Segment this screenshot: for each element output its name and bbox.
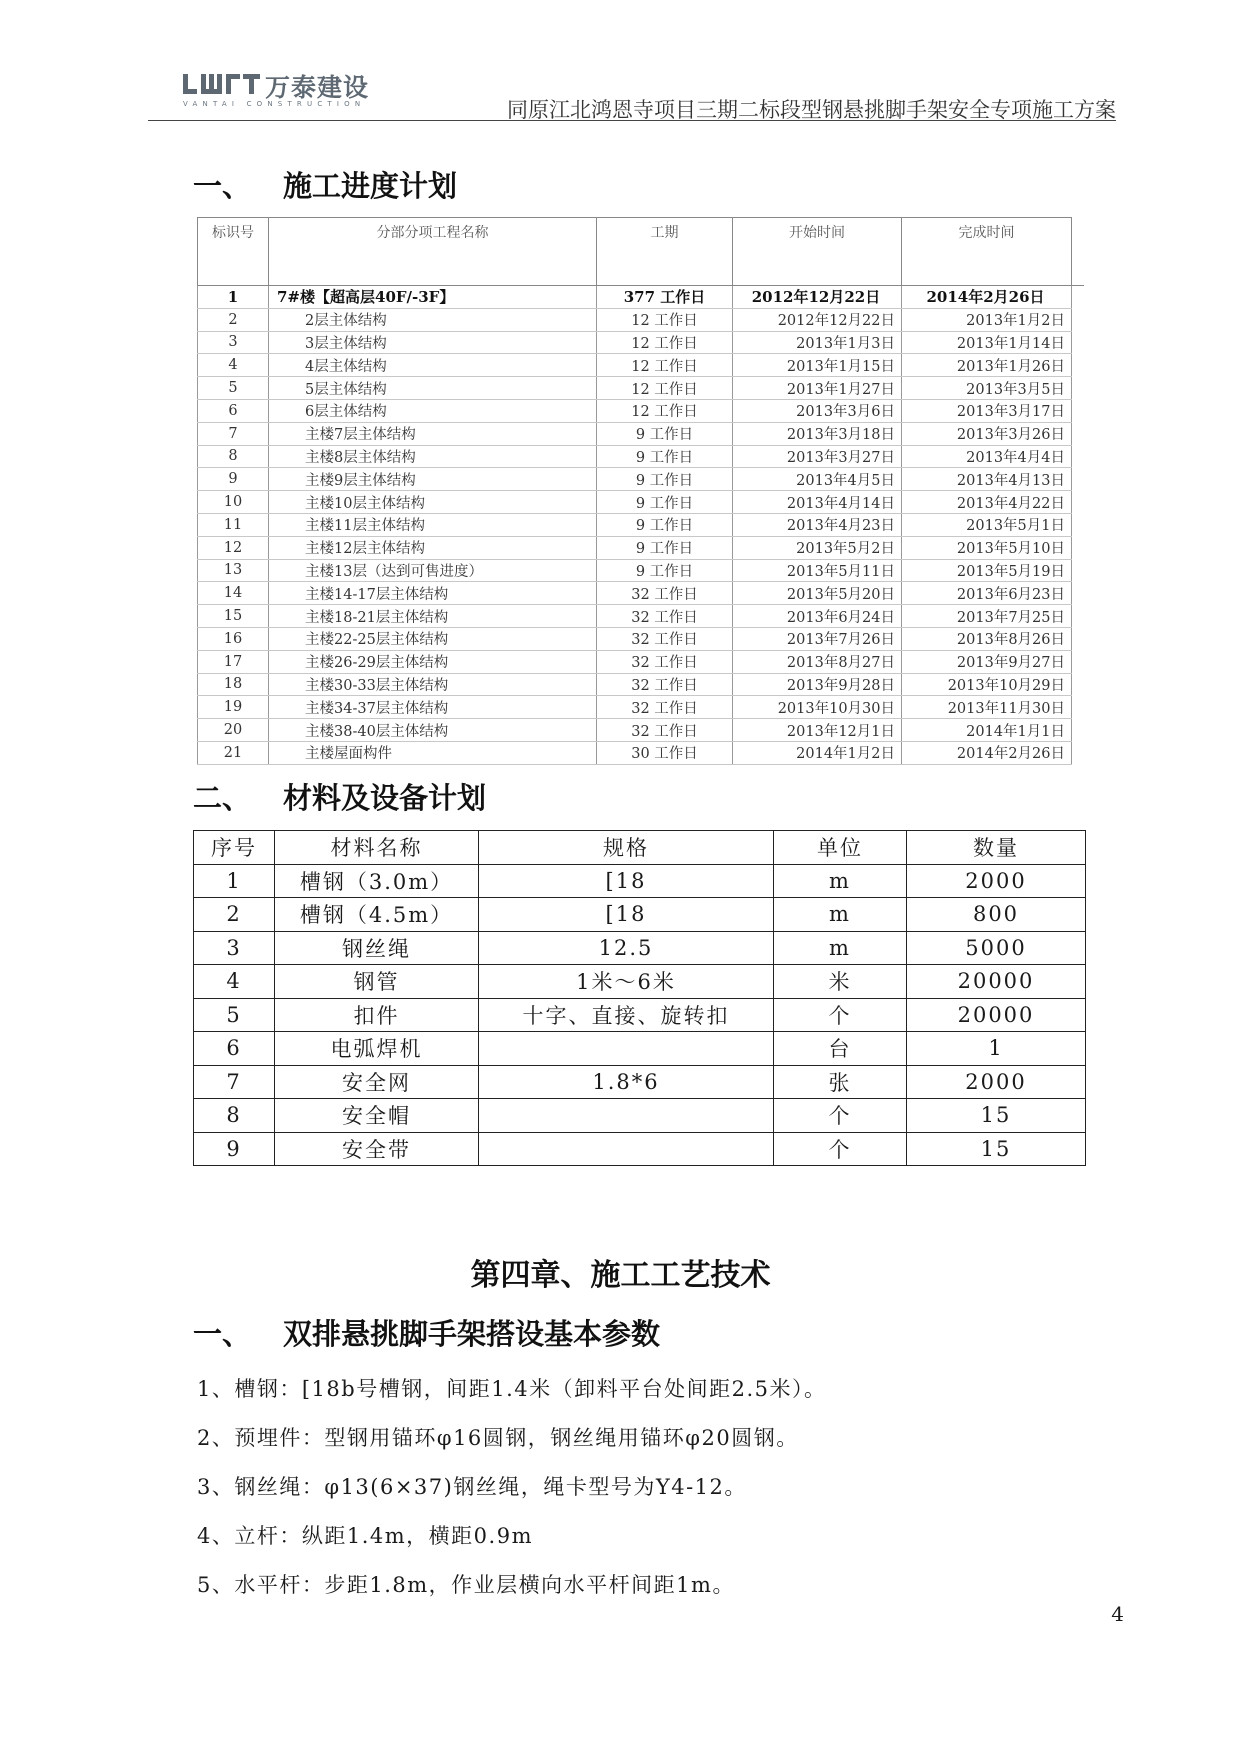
cell-duration: 9 工作日 bbox=[597, 536, 733, 559]
cell-start: 2012年12月22日 bbox=[733, 308, 902, 331]
cell-id: 21 bbox=[198, 741, 269, 764]
cell-duration: 32 工作日 bbox=[597, 673, 733, 696]
cell-unit: m bbox=[774, 898, 907, 932]
cell-start: 2013年12月1日 bbox=[733, 719, 902, 742]
cell-no: 7 bbox=[194, 1065, 275, 1099]
cell-start: 2013年9月28日 bbox=[733, 673, 902, 696]
cell-duration: 32 工作日 bbox=[597, 719, 733, 742]
logo-text: 万泰建设 bbox=[265, 73, 370, 102]
cell-id: 10 bbox=[198, 491, 269, 514]
table-row bbox=[198, 650, 1084, 673]
table-row bbox=[198, 491, 1084, 514]
cell-start: 2013年4月5日 bbox=[733, 468, 902, 491]
cell-extra bbox=[1072, 308, 1084, 331]
cell-id: 5 bbox=[198, 377, 269, 400]
table-row bbox=[198, 513, 1084, 536]
cell-id: 16 bbox=[198, 627, 269, 650]
cell-no: 2 bbox=[194, 898, 275, 932]
cell-material: 电弧焊机 bbox=[275, 1032, 479, 1066]
cell-duration: 9 工作日 bbox=[597, 468, 733, 491]
cell-extra bbox=[1072, 582, 1084, 605]
cell-start: 2012年12月22日 bbox=[733, 286, 902, 309]
cell-qty: 2000 bbox=[907, 864, 1086, 898]
cell-name: 主楼18-21层主体结构 bbox=[269, 605, 597, 628]
cell-qty: 1 bbox=[907, 1032, 1086, 1066]
param-paragraph-1: 1、槽钢：[18b号槽钢，间距1.4米（卸料平台处间距2.5米）。 bbox=[197, 1377, 827, 1401]
cell-name: 主楼26-29层主体结构 bbox=[269, 650, 597, 673]
cell-extra bbox=[1072, 491, 1084, 514]
table-row bbox=[198, 627, 1084, 650]
cell-start: 2013年5月2日 bbox=[733, 536, 902, 559]
cell-spec: 1米～6米 bbox=[479, 965, 774, 999]
table-row bbox=[198, 331, 1084, 354]
section-heading-materials bbox=[193, 776, 486, 817]
cell-extra bbox=[1072, 673, 1084, 696]
cell-start: 2013年4月23日 bbox=[733, 513, 902, 536]
cell-extra bbox=[1072, 354, 1084, 377]
cell-spec: [18 bbox=[479, 898, 774, 932]
cell-end: 2013年5月19日 bbox=[902, 559, 1072, 582]
cell-id: 12 bbox=[198, 536, 269, 559]
cell-extra bbox=[1072, 536, 1084, 559]
section-heading-schedule bbox=[193, 164, 457, 205]
cell-start: 2013年3月27日 bbox=[733, 445, 902, 468]
col-header-name: 分部分项工程名称 bbox=[269, 218, 597, 286]
cell-name: 主楼8层主体结构 bbox=[269, 445, 597, 468]
cell-start: 2013年1月3日 bbox=[733, 331, 902, 354]
cell-extra bbox=[1072, 422, 1084, 445]
cell-start: 2013年5月20日 bbox=[733, 582, 902, 605]
cell-start: 2013年1月15日 bbox=[733, 354, 902, 377]
cell-name: 3层主体结构 bbox=[269, 331, 597, 354]
cell-qty: 20000 bbox=[907, 965, 1086, 999]
cell-id: 9 bbox=[198, 468, 269, 491]
section-title: 双排悬挑脚手架搭设基本参数 bbox=[283, 1317, 661, 1351]
chapter-title: 第四章、施工工艺技术 bbox=[470, 1258, 771, 1293]
cell-no: 1 bbox=[194, 864, 275, 898]
cell-material: 安全帽 bbox=[275, 1099, 479, 1133]
cell-unit: m bbox=[774, 864, 907, 898]
section-number: 二、 bbox=[193, 781, 252, 815]
table-row bbox=[194, 864, 1086, 898]
cell-no: 6 bbox=[194, 1032, 275, 1066]
cell-material: 槽钢（4.5m） bbox=[275, 898, 479, 932]
cell-spec: 1.8*6 bbox=[479, 1065, 774, 1099]
cell-duration: 30 工作日 bbox=[597, 741, 733, 764]
cell-start: 2013年5月11日 bbox=[733, 559, 902, 582]
cell-duration: 377 工作日 bbox=[597, 286, 733, 309]
cell-duration: 9 工作日 bbox=[597, 559, 733, 582]
cell-unit: 个 bbox=[774, 1099, 907, 1133]
table-row bbox=[194, 1132, 1086, 1166]
cell-name: 主楼38-40层主体结构 bbox=[269, 719, 597, 742]
param-paragraph-4: 4、立杆：纵距1.4m，横距0.9m bbox=[197, 1524, 533, 1548]
cell-end: 2014年1月1日 bbox=[902, 719, 1072, 742]
cell-end: 2013年6月23日 bbox=[902, 582, 1072, 605]
table-row bbox=[198, 308, 1084, 331]
col-header-start: 开始时间 bbox=[733, 218, 902, 286]
table-row bbox=[194, 965, 1086, 999]
table-row bbox=[198, 377, 1084, 400]
section-number: 一、 bbox=[193, 1317, 252, 1351]
cell-unit: 台 bbox=[774, 1032, 907, 1066]
cell-name: 主楼30-33层主体结构 bbox=[269, 673, 597, 696]
cell-qty: 20000 bbox=[907, 998, 1086, 1032]
cell-qty: 2000 bbox=[907, 1065, 1086, 1099]
table-row bbox=[194, 1099, 1086, 1133]
cell-qty: 15 bbox=[907, 1099, 1086, 1133]
cell-extra bbox=[1072, 650, 1084, 673]
cell-id: 19 bbox=[198, 696, 269, 719]
cell-extra bbox=[1072, 468, 1084, 491]
cell-start: 2013年3月18日 bbox=[733, 422, 902, 445]
cell-duration: 12 工作日 bbox=[597, 377, 733, 400]
table-row bbox=[198, 354, 1084, 377]
cell-start: 2014年1月2日 bbox=[733, 741, 902, 764]
table-row bbox=[194, 931, 1086, 965]
cell-material: 钢管 bbox=[275, 965, 479, 999]
table-row bbox=[198, 468, 1084, 491]
cell-name: 5层主体结构 bbox=[269, 377, 597, 400]
table-row bbox=[198, 582, 1084, 605]
col-header-duration: 工期 bbox=[597, 218, 733, 286]
table-row bbox=[198, 445, 1084, 468]
cell-extra bbox=[1072, 719, 1084, 742]
col-header-spec: 规格 bbox=[479, 831, 774, 865]
cell-extra bbox=[1072, 399, 1084, 422]
cell-end: 2014年2月26日 bbox=[902, 286, 1072, 309]
cell-duration: 9 工作日 bbox=[597, 513, 733, 536]
cell-end: 2013年4月4日 bbox=[902, 445, 1072, 468]
cell-id: 17 bbox=[198, 650, 269, 673]
cell-end: 2013年10月29日 bbox=[902, 673, 1072, 696]
cell-material: 安全网 bbox=[275, 1065, 479, 1099]
section-title: 材料及设备计划 bbox=[283, 781, 487, 815]
cell-extra bbox=[1072, 605, 1084, 628]
cell-name: 2层主体结构 bbox=[269, 308, 597, 331]
cell-end: 2013年1月26日 bbox=[902, 354, 1072, 377]
cell-end: 2013年7月25日 bbox=[902, 605, 1072, 628]
cell-no: 8 bbox=[194, 1099, 275, 1133]
cell-spec: 12.5 bbox=[479, 931, 774, 965]
param-paragraph-2: 2、预埋件：型钢用锚环φ16圆钢，钢丝绳用锚环φ20圆钢。 bbox=[197, 1426, 799, 1450]
table-row bbox=[194, 1032, 1086, 1066]
cell-extra bbox=[1072, 377, 1084, 400]
col-header-end: 完成时间 bbox=[902, 218, 1072, 286]
cell-unit: 米 bbox=[774, 965, 907, 999]
cell-duration: 32 工作日 bbox=[597, 650, 733, 673]
cell-id: 2 bbox=[198, 308, 269, 331]
cell-duration: 32 工作日 bbox=[597, 627, 733, 650]
cell-name: 主楼12层主体结构 bbox=[269, 536, 597, 559]
cell-no: 4 bbox=[194, 965, 275, 999]
cell-name: 4层主体结构 bbox=[269, 354, 597, 377]
cell-material: 扣件 bbox=[275, 998, 479, 1032]
cell-extra bbox=[1072, 741, 1084, 764]
cell-material: 钢丝绳 bbox=[275, 931, 479, 965]
cell-end: 2014年2月26日 bbox=[902, 741, 1072, 764]
cell-material: 槽钢（3.0m） bbox=[275, 864, 479, 898]
cell-duration: 32 工作日 bbox=[597, 582, 733, 605]
cell-start: 2013年7月26日 bbox=[733, 627, 902, 650]
cell-duration: 12 工作日 bbox=[597, 399, 733, 422]
cell-end: 2013年4月13日 bbox=[902, 468, 1072, 491]
cell-name: 主楼屋面构件 bbox=[269, 741, 597, 764]
cell-no: 5 bbox=[194, 998, 275, 1032]
cell-name: 主楼34-37层主体结构 bbox=[269, 696, 597, 719]
param-paragraph-3: 3、钢丝绳：φ13(6×37)钢丝绳，绳卡型号为Y4-12。 bbox=[197, 1475, 747, 1499]
materials-table bbox=[193, 830, 1086, 1166]
table-row-summary bbox=[198, 286, 1084, 309]
cell-id: 13 bbox=[198, 559, 269, 582]
col-header-qty: 数量 bbox=[907, 831, 1086, 865]
cell-spec bbox=[479, 1099, 774, 1133]
cell-duration: 32 工作日 bbox=[597, 605, 733, 628]
cell-start: 2013年8月27日 bbox=[733, 650, 902, 673]
table-row bbox=[198, 536, 1084, 559]
cell-duration: 12 工作日 bbox=[597, 331, 733, 354]
cell-duration: 9 工作日 bbox=[597, 445, 733, 468]
cell-material: 安全带 bbox=[275, 1132, 479, 1166]
cell-unit: 张 bbox=[774, 1065, 907, 1099]
cell-unit: m bbox=[774, 931, 907, 965]
cell-end: 2013年8月26日 bbox=[902, 627, 1072, 650]
cell-no: 3 bbox=[194, 931, 275, 965]
col-header-unit: 单位 bbox=[774, 831, 907, 865]
cell-name: 主楼11层主体结构 bbox=[269, 513, 597, 536]
table-row bbox=[198, 741, 1084, 764]
cell-end: 2013年3月17日 bbox=[902, 399, 1072, 422]
section-title: 施工进度计划 bbox=[283, 169, 458, 203]
table-row bbox=[198, 399, 1084, 422]
cell-name: 主楼13层（达到可售进度） bbox=[269, 559, 597, 582]
cell-end: 2013年9月27日 bbox=[902, 650, 1072, 673]
cell-name: 主楼7层主体结构 bbox=[269, 422, 597, 445]
section-number: 一、 bbox=[193, 169, 252, 203]
cell-extra bbox=[1072, 627, 1084, 650]
cell-name: 主楼9层主体结构 bbox=[269, 468, 597, 491]
cell-duration: 9 工作日 bbox=[597, 422, 733, 445]
cell-spec bbox=[479, 1032, 774, 1066]
table-row bbox=[198, 605, 1084, 628]
col-header-id: 标识号 bbox=[198, 218, 269, 286]
col-header-extra bbox=[1072, 218, 1084, 286]
cell-id: 15 bbox=[198, 605, 269, 628]
cell-id: 11 bbox=[198, 513, 269, 536]
cell-spec: [18 bbox=[479, 864, 774, 898]
table-row bbox=[198, 696, 1084, 719]
table-row bbox=[198, 422, 1084, 445]
cell-start: 2013年4月14日 bbox=[733, 491, 902, 514]
cell-id: 14 bbox=[198, 582, 269, 605]
cell-end: 2013年3月26日 bbox=[902, 422, 1072, 445]
cell-spec: 十字、直接、旋转扣 bbox=[479, 998, 774, 1032]
cell-qty: 15 bbox=[907, 1132, 1086, 1166]
cell-duration: 12 工作日 bbox=[597, 354, 733, 377]
cell-extra bbox=[1072, 696, 1084, 719]
cell-start: 2013年1月27日 bbox=[733, 377, 902, 400]
schedule-table bbox=[197, 217, 1084, 765]
materials-header-row bbox=[194, 831, 1086, 865]
table-row bbox=[198, 673, 1084, 696]
table-row bbox=[194, 1065, 1086, 1099]
cell-id: 4 bbox=[198, 354, 269, 377]
cell-qty: 5000 bbox=[907, 931, 1086, 965]
cell-qty: 800 bbox=[907, 898, 1086, 932]
cell-extra bbox=[1072, 331, 1084, 354]
section-heading-params bbox=[193, 1312, 660, 1353]
cell-name: 主楼10层主体结构 bbox=[269, 491, 597, 514]
cell-extra bbox=[1072, 559, 1084, 582]
cell-id: 3 bbox=[198, 331, 269, 354]
schedule-header-row bbox=[198, 218, 1084, 286]
table-row bbox=[194, 998, 1086, 1032]
cell-start: 2013年6月24日 bbox=[733, 605, 902, 628]
cell-end: 2013年5月1日 bbox=[902, 513, 1072, 536]
table-row bbox=[194, 898, 1086, 932]
col-header-material: 材料名称 bbox=[275, 831, 479, 865]
cell-id: 6 bbox=[198, 399, 269, 422]
cell-id: 8 bbox=[198, 445, 269, 468]
logo-mark-icon bbox=[183, 72, 265, 96]
table-row bbox=[198, 559, 1084, 582]
cell-unit: 个 bbox=[774, 1132, 907, 1166]
header-rule bbox=[148, 120, 1116, 121]
page-number: 4 bbox=[1111, 1602, 1124, 1626]
cell-extra bbox=[1072, 445, 1084, 468]
cell-unit: 个 bbox=[774, 998, 907, 1032]
logo-subtext: VANTAI CONSTRUCTION bbox=[183, 100, 366, 108]
cell-end: 2013年1月14日 bbox=[902, 331, 1072, 354]
cell-end: 2013年11月30日 bbox=[902, 696, 1072, 719]
cell-id: 18 bbox=[198, 673, 269, 696]
cell-name: 7#楼【超高层40F/-3F】 bbox=[269, 286, 597, 309]
cell-duration: 9 工作日 bbox=[597, 491, 733, 514]
company-logo bbox=[183, 70, 378, 110]
cell-name: 6层主体结构 bbox=[269, 399, 597, 422]
document-title: 同原江北鸿恩寺项目三期二标段型钢悬挑脚手架安全专项施工方案 bbox=[507, 98, 1116, 122]
col-header-no: 序号 bbox=[194, 831, 275, 865]
cell-duration: 12 工作日 bbox=[597, 308, 733, 331]
cell-end: 2013年5月10日 bbox=[902, 536, 1072, 559]
cell-no: 9 bbox=[194, 1132, 275, 1166]
cell-end: 2013年4月22日 bbox=[902, 491, 1072, 514]
cell-name: 主楼14-17层主体结构 bbox=[269, 582, 597, 605]
cell-name: 主楼22-25层主体结构 bbox=[269, 627, 597, 650]
cell-id: 1 bbox=[198, 286, 269, 309]
cell-extra bbox=[1072, 513, 1084, 536]
param-paragraph-5: 5、水平杆：步距1.8m，作业层横向水平杆间距1m。 bbox=[197, 1573, 735, 1597]
cell-spec bbox=[479, 1132, 774, 1166]
cell-id: 7 bbox=[198, 422, 269, 445]
table-row bbox=[198, 719, 1084, 742]
cell-end: 2013年3月5日 bbox=[902, 377, 1072, 400]
cell-duration: 32 工作日 bbox=[597, 696, 733, 719]
cell-id: 20 bbox=[198, 719, 269, 742]
cell-extra bbox=[1072, 286, 1084, 309]
cell-start: 2013年3月6日 bbox=[733, 399, 902, 422]
cell-end: 2013年1月2日 bbox=[902, 308, 1072, 331]
cell-start: 2013年10月30日 bbox=[733, 696, 902, 719]
